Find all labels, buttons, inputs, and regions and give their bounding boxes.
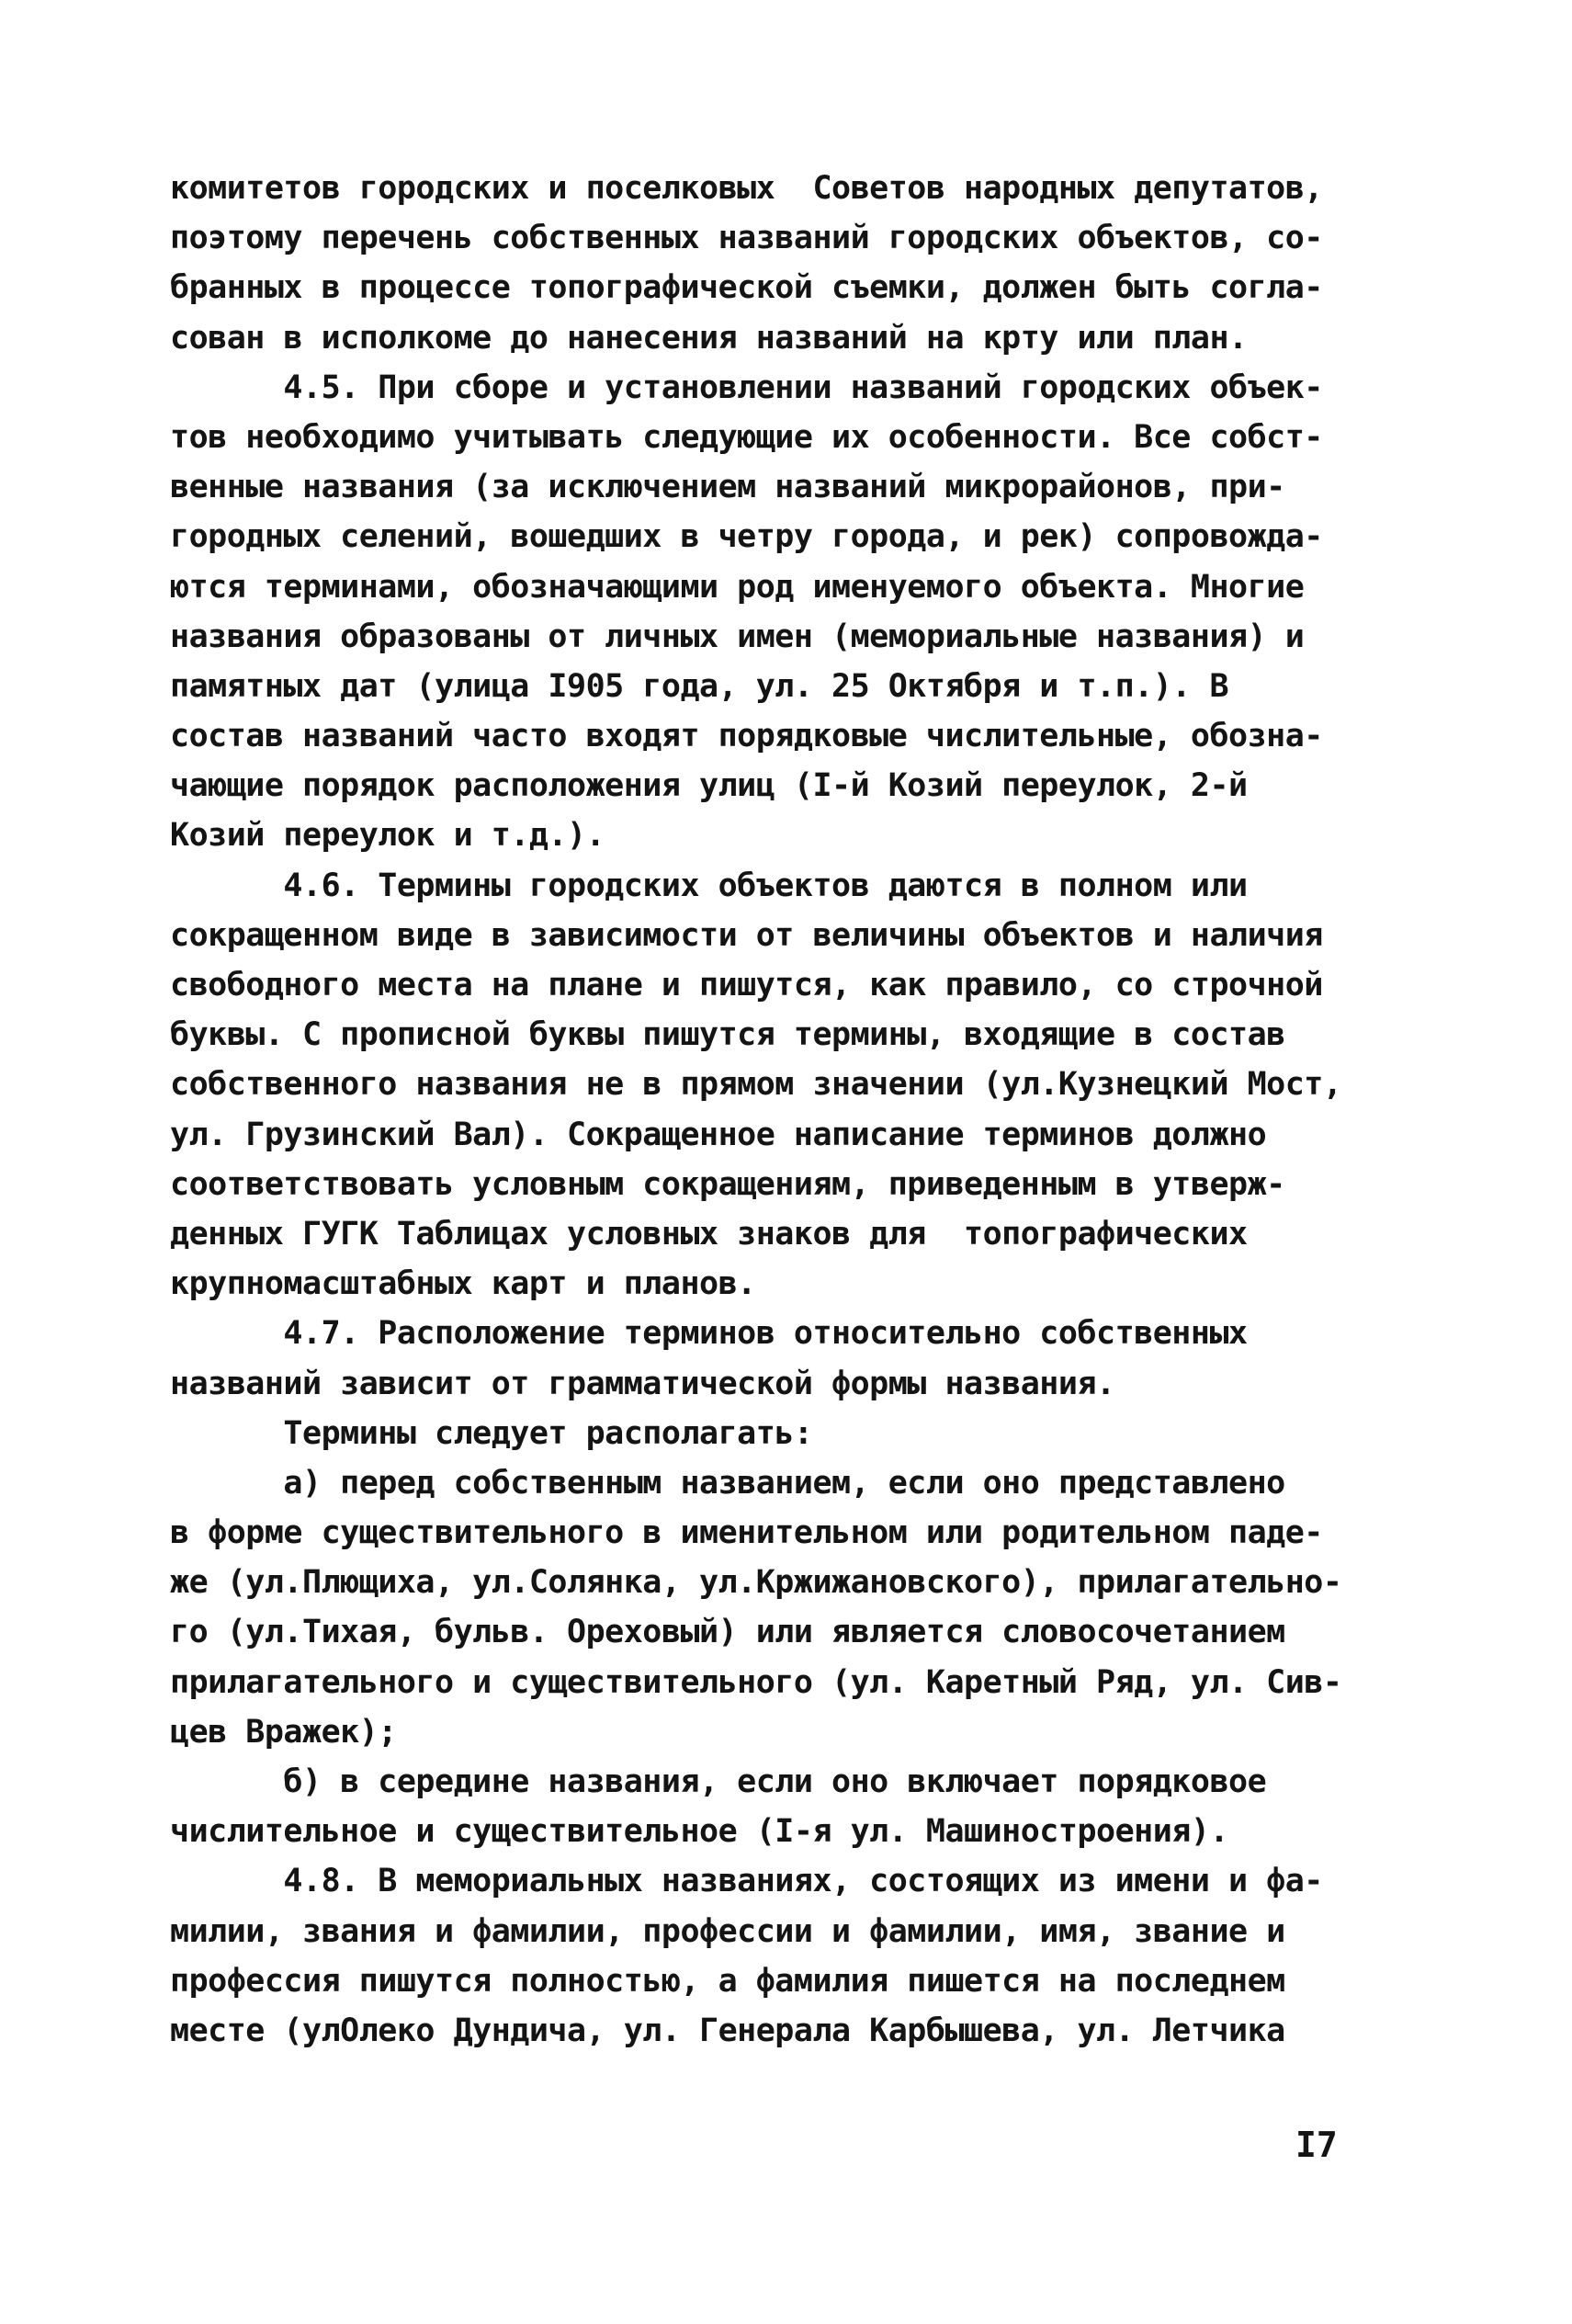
text-line: свободного места на плане и пишутся, как правило, со строчной — [170, 967, 1323, 1003]
text-line: чающие порядок расположения улиц (I-й Козий переулок, 2-й — [170, 767, 1248, 805]
text-line: цев Вражек); — [170, 1713, 397, 1751]
text-line: прилагательного и существительного (ул. Каретный Ряд, ул. Сив- — [170, 1663, 1342, 1701]
text-line: а) перед собственным названием, если оно представлено — [170, 1464, 1285, 1502]
text-line: милии, звания и фамилии, профессии и фамилии, имя, звание и — [170, 1912, 1285, 1950]
text-line: комитетов городских и поселковых Советов народных депутатов, — [170, 170, 1323, 207]
text-line: 4.6. Термины городских объектов даются в полном или — [170, 867, 1248, 904]
text-line: состав названий часто входят порядковые числительные, обозна- — [170, 718, 1323, 755]
page-number: I7 — [1295, 2125, 1338, 2165]
text-line: сокращенном виде в зависимости от величины объектов и наличия — [170, 916, 1323, 954]
text-line: собственного названия не в прямом значении (ул.Кузнецкий Мост, — [170, 1066, 1342, 1104]
text-line: сован в исполкоме до нанесения названий на крту или план. — [170, 319, 1248, 357]
text-line: 4.7. Расположение терминов относительно собственных — [170, 1315, 1248, 1353]
text-line: ул. Грузинский Вал). Сокращенное написание терминов должно — [170, 1116, 1267, 1153]
text-line: месте (улОлеко Дундича, ул. Генерала Карбышева, ул. Летчика — [170, 2012, 1285, 2049]
text-line: названий зависит от грамматической формы названия. — [170, 1365, 1115, 1402]
text-line: крупномасштабных карт и планов. — [170, 1265, 756, 1303]
text-line: Термины следует располагать: — [170, 1414, 813, 1452]
text-line: бранных в процессе топографической съемки, должен быть согла- — [170, 269, 1323, 307]
text-line: 4.5. При сборе и установлении названий городских объек- — [170, 368, 1323, 406]
text-line: 4.8. В мемориальных названиях, состоящих из имени и фа- — [170, 1863, 1323, 1900]
text-line: венные названия (за исключением названий микрорайонов, при- — [170, 469, 1285, 506]
text-line: б) в середине названия, если оно включает порядковое — [170, 1763, 1267, 1800]
text-line: названия образованы от личных имен (мемориальные названия) и — [170, 618, 1305, 655]
text-line: ются терминами, обозначающими род именуемого объекта. Многие — [170, 568, 1305, 606]
text-line: Козий переулок и т.д.). — [170, 817, 605, 855]
text-line: же (ул.Плющиха, ул.Солянка, ул.Кржижановского), прилагательно- — [170, 1564, 1342, 1602]
text-line: памятных дат (улица I905 года, ул. 25 Октября и т.п.). В — [170, 667, 1229, 705]
text-line: тов необходимо учитывать следующие их особенности. Все собст- — [170, 418, 1323, 456]
text-line: поэтому перечень собственных названий городских объектов, со- — [170, 220, 1323, 257]
text-line: числительное и существительное (I-я ул. Машиностроения). — [170, 1813, 1229, 1851]
text-line: го (ул.Тихая, бульв. Ореховый) или является словосочетанием — [170, 1614, 1285, 1651]
text-line: городных селений, вошедших в четру города, и рек) сопровожда- — [170, 518, 1323, 556]
text-line: буквы. С прописной буквы пишутся термины, входящие в состав — [170, 1016, 1285, 1054]
text-line: в форме существительного в именительном или родительном паде- — [170, 1514, 1323, 1552]
body-text — [170, 164, 1406, 2056]
text-line: денных ГУГК Таблицах условных знаков для топографических — [170, 1215, 1248, 1253]
text-line: соответствовать условным сокращениям, приведенным в утверж- — [170, 1165, 1285, 1203]
text-line: профессия пишутся полностью, а фамилия пишется на последнем — [170, 1962, 1285, 2000]
